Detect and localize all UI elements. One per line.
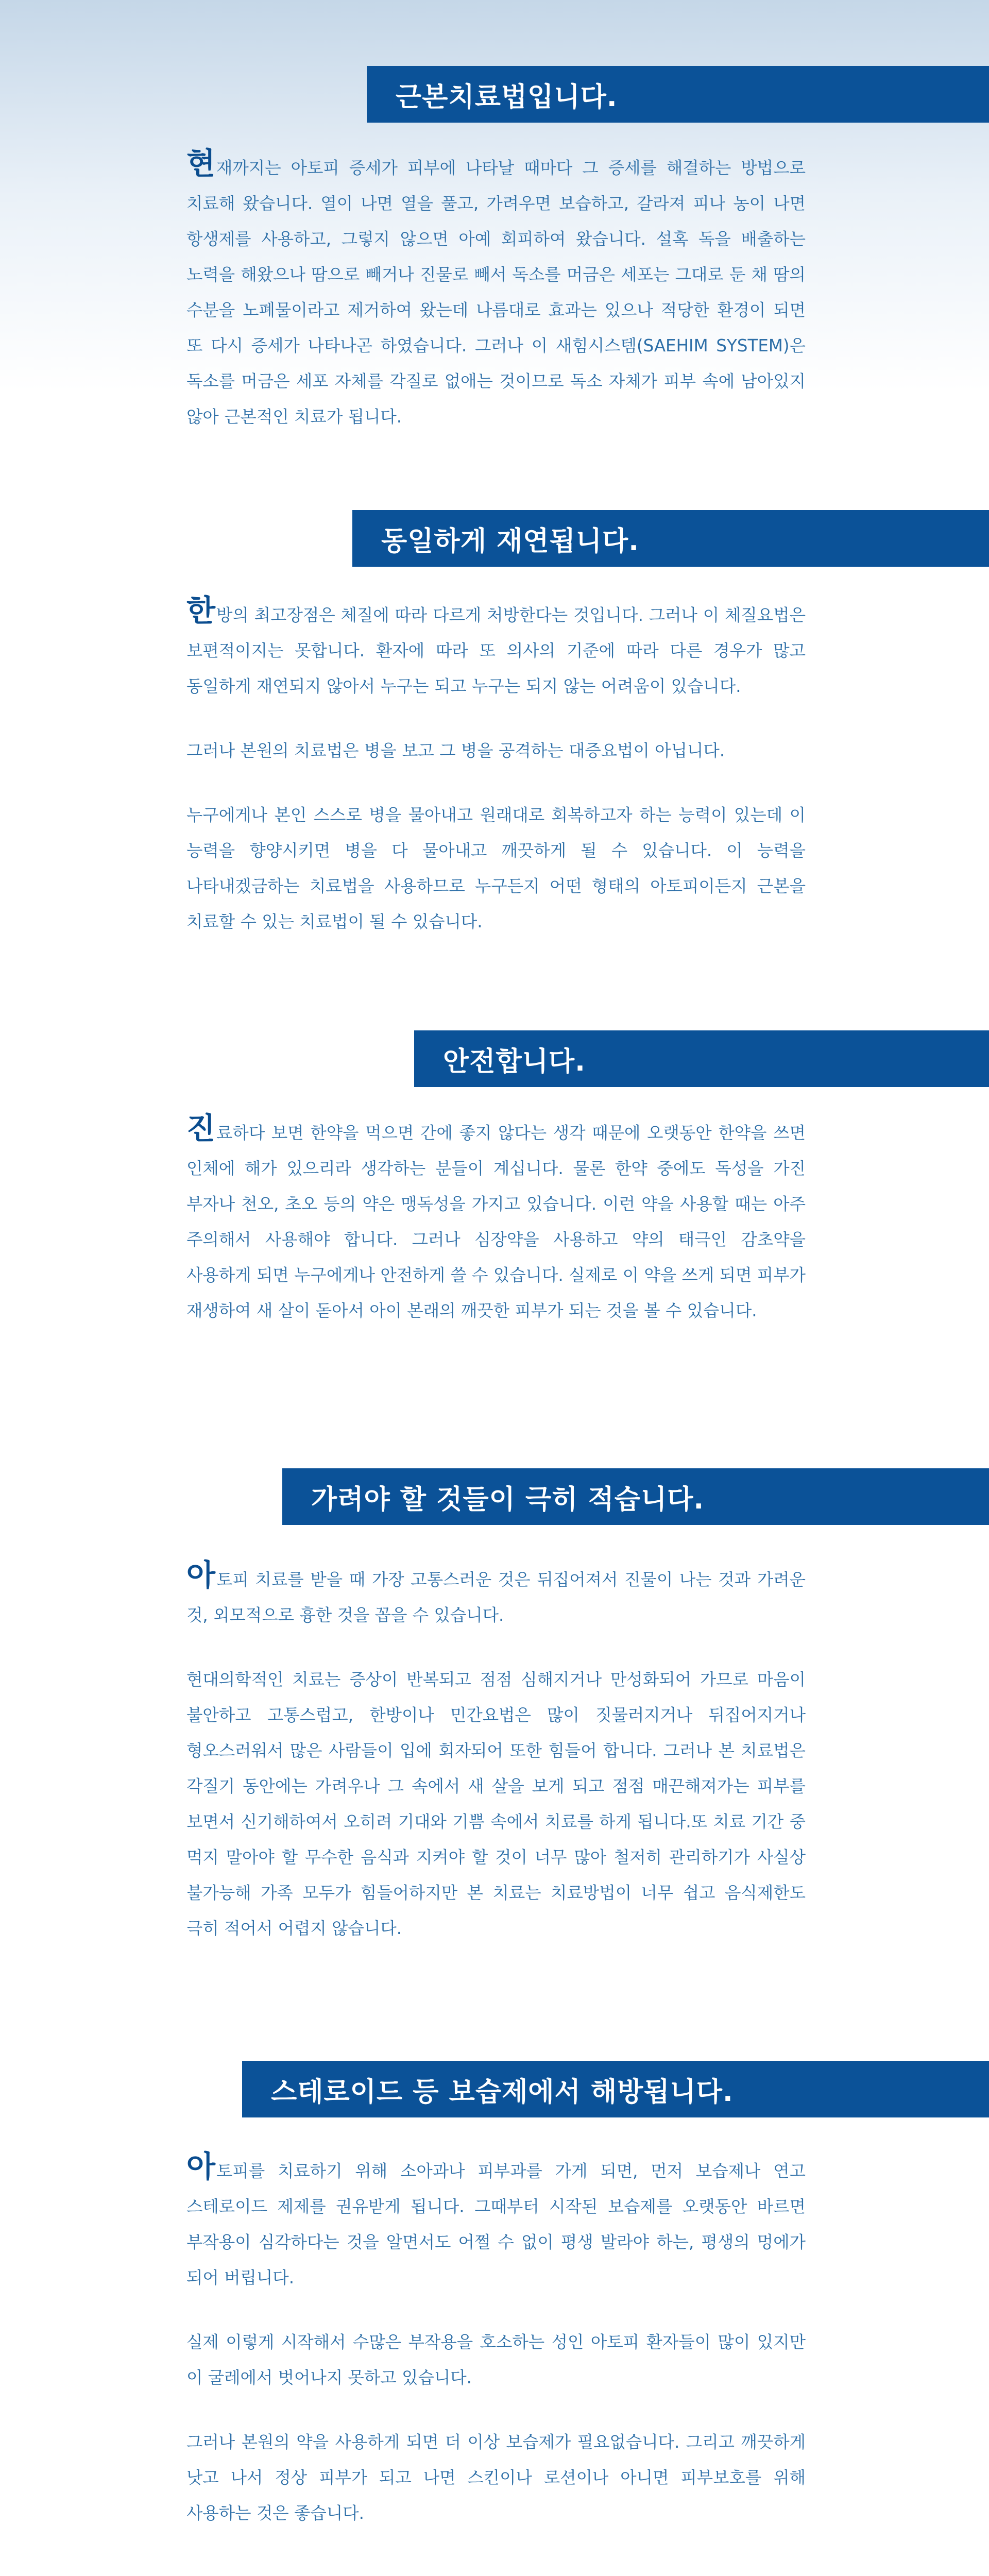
paragraph-text: 방의 최고장점은 체질에 따라 다르게 처방한다는 것입니다. 그러나 이 체질요법은 보편적이지는 못합니다. 환자에 따라 또 의사의 기준에 따라 다른 경우가 많고 동일하게 재연되지 않아서 누구는 되고 누구는 되지 않는 어려움이 있습니다. bbox=[186, 605, 806, 696]
section-heading-bar bbox=[282, 1468, 989, 1525]
paragraph-text: 토피 치료를 받을 때 가장 고통스러운 것은 뒤집어져서 진물이 나는 것과 가려운 것, 외모적으로 흉한 것을 꼽을 수 있습니다. bbox=[186, 1570, 806, 1625]
dropcap: 한 bbox=[186, 593, 216, 628]
section-heading-bar bbox=[414, 1030, 989, 1087]
dropcap: 진 bbox=[186, 1111, 216, 1146]
paragraph bbox=[186, 2149, 806, 2296]
section-heading: 동일하게 재연됩니다. bbox=[381, 526, 639, 557]
paragraph-text: 료하다 보면 한약을 먹으면 간에 좋지 않다는 생각 때문에 오랫동안 한약을 쓰면 인체에 해가 있으리라 생각하는 분들이 계십니다. 물론 한약 중에도 독성을 가진 부자나 천오, 초오 등의 약은 맹독성을 가지고 있습니다. 이런 약을 사용할 때는 아주 주의해서 사용해야 합니다. 그러나 심장약을 사용하고 약의 태극인 감초약을 사용하게 되면 누구에게나 안전하게 쓸 수 있습니다. 실제로 이 약을 쓰게 되면 피부가 재생하여 새 살이 돋아서 아이 본래의 깨끗한 피부가 되는 것을 볼 수 있습니다. bbox=[186, 1123, 806, 1320]
dropcap: 아 bbox=[186, 1557, 216, 1592]
section-heading-bar bbox=[242, 2061, 989, 2117]
paragraph bbox=[186, 593, 806, 704]
dropcap: 아 bbox=[186, 2149, 216, 2184]
paragraph-text: 그러나 본원의 치료법은 병을 보고 그 병을 공격하는 대증요법이 아닙니다. bbox=[186, 741, 725, 760]
paragraph-text: 토피를 치료하기 위해 소아과나 피부과를 가게 되면, 먼저 보습제나 연고 스테로이드 제제를 권유받게 됩니다. 그때부터 시작된 보습제를 오랫동안 바르면 부작용이 심각하다는 것을 알면서도 어쩔 수 없이 평생 발라야 하는, 평생의 멍에가 되어 버립니다. bbox=[186, 2161, 806, 2287]
section-body bbox=[186, 593, 806, 940]
paragraph-text: 누구에게나 본인 스스로 병을 물아내고 원래대로 회복하고자 하는 능력이 있는데 이 능력을 향양시키면 병을 다 물아내고 깨끗하게 될 수 있습니다. 이 능력을 나타내겠금하는 치료법을 사용하므로 누구든지 어떤 형태의 아토피이든지 근본을 치료할 수 있는 치료법이 될 수 있습니다. bbox=[186, 805, 806, 931]
paragraph bbox=[186, 2325, 806, 2396]
section-heading: 근본치료법입니다. bbox=[396, 81, 618, 113]
section-body bbox=[186, 2149, 806, 2531]
paragraph-text: 그러나 본원의 약을 사용하게 되면 더 이상 보습제가 필요없습니다. 그리고 깨끗하게 낫고 나서 정상 피부가 되고 나면 스킨이나 로션이나 아니면 피부보호를 위해 사용하는 것은 좋습니다. bbox=[186, 2432, 806, 2523]
paragraph-text: 재까지는 아토피 증세가 피부에 나타날 때마다 그 증세를 해결하는 방법으로 치료해 왔습니다. 열이 나면 열을 풀고, 가려우면 보습하고, 갈라져 피나 농이 나면 항생제를 사용하고, 그렇지 않으면 아예 회피하여 왔습니다. 설혹 독을 배출하는 노력을 해왔으나 땀으로 빼거나 진물로 빼서 독소를 머금은 세포는 그대로 둔 채 땀의 수분을 노폐물이라고 제거하여 왔는데 나름대로 효과는 있으나 적당한 환경이 되면 또 다시 증세가 나타나곤 하였습니다. 그러나 이 새힘시스템(SAEHIM SYSTEM)은 독소를 머금은 세포 자체를 각질로 없애는 것이므로 독소 자체가 피부 속에 남아있지 않아 근본적인 치료가 됩니다. bbox=[186, 158, 806, 427]
section-heading-bar bbox=[352, 510, 989, 567]
paragraph bbox=[186, 1557, 806, 1633]
paragraph bbox=[186, 2425, 806, 2531]
paragraph bbox=[186, 1111, 806, 1329]
paragraph bbox=[186, 146, 806, 435]
section-heading: 가려야 할 것들이 극히 적습니다. bbox=[311, 1484, 705, 1515]
paragraph bbox=[186, 798, 806, 940]
paragraph-text: 현대의학적인 치료는 증상이 반복되고 점점 심해지거나 만성화되어 가므로 마음이 불안하고 고통스럽고, 한방이나 민간요법은 많이 짓물러지거나 뒤집어지거나 형오스러워서 많은 사람들이 입에 회자되어 또한 힘들어 합니다. 그러나 본 치료법은 각질기 동안에는 가려우나 그 속에서 새 살을 보게 되고 점점 매끈해져가는 피부를 보면서 신기해하여서 오히려 기대와 기쁨 속에서 치료를 하게 됩니다.또 치료 기간 중 먹지 말아야 할 무수한 음식과 지켜야 할 것이 너무 많아 철저히 관리하기가 사실상 불가능해 가족 모두가 힘들어하지만 본 치료는 치료방법이 너무 쉽고 음식제한도 극히 적어서 어렵지 않습니다. bbox=[186, 1670, 806, 1938]
paragraph bbox=[186, 733, 806, 769]
paragraph-text: 실제 이렇게 시작해서 수많은 부작용을 호소하는 성인 아토피 환자들이 많이 있지만 이 굴레에서 벗어나지 못하고 있습니다. bbox=[186, 2332, 806, 2387]
section-heading-bar bbox=[367, 66, 989, 123]
section-heading: 스테로이드 등 보습제에서 해방됩니다. bbox=[271, 2076, 734, 2108]
section-body bbox=[186, 1557, 806, 1946]
paragraph bbox=[186, 1662, 806, 1946]
section-heading: 안전합니다. bbox=[443, 1046, 586, 1077]
section-body bbox=[186, 146, 806, 435]
section-body bbox=[186, 1111, 806, 1329]
dropcap: 현 bbox=[186, 146, 216, 181]
